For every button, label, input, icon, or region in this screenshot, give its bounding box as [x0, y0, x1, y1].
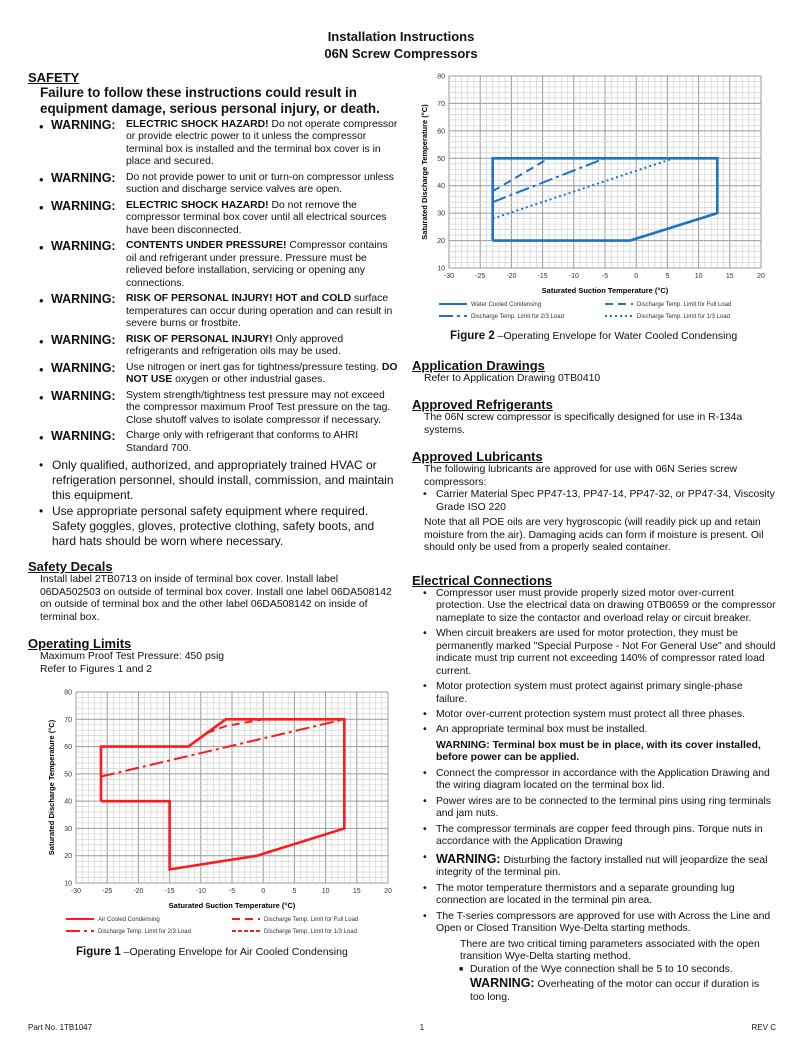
- warning-strong: CONTENTS UNDER PRESSURE!: [126, 240, 287, 252]
- y-tick-label: 70: [64, 716, 72, 724]
- warning-item: [28, 240, 398, 290]
- warning-strong: RISK OF PERSONAL INJURY!: [126, 333, 273, 345]
- y-tick-label: 30: [437, 210, 445, 218]
- legend-label: Discharge Temp. Limit for 2/3 Load: [98, 929, 191, 936]
- warning-item: [28, 172, 398, 197]
- warning-label: • WARNING:: [51, 239, 116, 254]
- warning-strong: RISK OF PERSONAL INJURY! HOT and COLD: [126, 293, 352, 305]
- legend-label: Water Cooled Condensing: [471, 302, 542, 308]
- refrigerants-text: The 06N screw compressor is specifically designed for use in R-134a systems.: [424, 412, 743, 436]
- doc-subtitle: 06N Screw Compressors: [324, 46, 478, 61]
- y-tick-label: 80: [437, 73, 445, 81]
- x-tick-label: -25: [475, 273, 486, 280]
- safety-heading: SAFETY: [28, 70, 80, 85]
- x-tick-label: -30: [70, 888, 82, 896]
- electrical-item: • The compressor terminals are copper feed through pins. Torque nuts in accordance with the Application Drawing: [412, 824, 776, 849]
- warning-item: [28, 334, 398, 359]
- decals-heading: Safety Decals: [28, 559, 113, 575]
- legend-label: Air Cooled Condensing: [98, 917, 160, 924]
- warning-text: Use nitrogen or inert gas for tightness/pressure testing.: [126, 361, 382, 373]
- figure-1-caption-text: –Operating Envelope for Air Cooled Condensing: [120, 946, 348, 959]
- x-tick-label: -5: [228, 888, 236, 896]
- y-tick-label: 50: [64, 771, 72, 779]
- square-bullet-icon: ■: [459, 965, 464, 973]
- lubricants-note: Note that all POE oils are very hygroscopic (will readily pick up and retain moisture from the air). Damaging acids can form if moisture is present. Oil should only be used from a properly sealed container.: [424, 517, 764, 554]
- electrical-item: • Compressor user must provide properly sized motor over-current protection. Use the electrical data on drawing 0TB0659 or the compressor nameplate to size the contactor and overload relay or circuit breaker.: [412, 588, 776, 625]
- drawings-text: Refer to Application Drawing 0TB0410: [424, 372, 601, 384]
- electrical-list: [412, 588, 776, 1005]
- y-tick-label: 10: [64, 880, 72, 888]
- timing-text: There are two critical timing parameters associated with the open transition Wye-Delta starting method.: [460, 938, 760, 963]
- y-tick-label: 10: [437, 265, 445, 273]
- y-tick-label: 60: [64, 744, 72, 752]
- refrigerants-heading: Approved Refrigerants: [412, 397, 553, 413]
- y-tick-label: 40: [64, 798, 72, 806]
- electrical-item: • The T-series compressors are approved for use with Across the Line and Open or Closed Transition Wye-Delta starting methods.: [412, 911, 776, 936]
- warning-text: Do not provide power to unit or turn-on compressor unless suction and discharge service valves are open.: [126, 171, 394, 196]
- x-tick-label: -25: [102, 888, 113, 896]
- safety-warning-head: Failure to follow these instructions could result in equipment damage, serious personal injury, or death.: [40, 85, 380, 116]
- legend-label: Discharge Temp. Limit for 1/3 Load: [637, 314, 730, 320]
- warning-text: Compressor contains oil and refrigerant under pressure. Pressure must be relieved before installation, servicing or opening any connections.: [126, 240, 388, 289]
- warning-text: Disturbing the factory installed nut will jeopardize the seal integrity of the terminal pin.: [436, 854, 768, 879]
- warning-text: Overheating of the motor can occur if duration is too long.: [470, 979, 760, 1003]
- x-tick-label: 5: [292, 888, 297, 896]
- y-tick-label: 40: [437, 183, 445, 191]
- decals-text: Install label 2TB0713 on inside of terminal box cover. Install label 06DA502503 on outside of terminal box cover. Install one label 06DA508142 on outside of terminal box and the other label 06DA508142 on inside of terminal box.: [40, 574, 392, 623]
- figure-1-chart: [40, 686, 398, 944]
- columns: [0, 70, 802, 1004]
- footer-part: Part No. 1TB1047: [28, 1023, 93, 1033]
- warning-list: [28, 119, 398, 455]
- x-tick-label: -20: [506, 273, 517, 280]
- warning-text: Do not remove the compressor terminal box cover until all electrical sources have been disconnected.: [126, 199, 387, 236]
- x-tick-label: 10: [694, 273, 703, 280]
- wye-duration-text: Duration of the Wye connection shall be 5 to 10 seconds.: [470, 963, 733, 975]
- y-tick-label: 70: [437, 100, 445, 108]
- figure-2-caption: [412, 330, 776, 344]
- limits-refer: Refer to Figures 1 and 2: [40, 663, 153, 675]
- footer: [0, 1013, 802, 1037]
- warning-strong: ELECTRIC SHOCK HAZARD!: [126, 119, 269, 130]
- electrical-item: • The motor temperature thermistors and a separate grounding lug connection are located in the terminal pin area.: [412, 883, 776, 908]
- overheat-warning: [412, 976, 776, 1004]
- electrical-item: • Motor protection system must protect against primary single-phase failure.: [412, 681, 776, 706]
- x-axis-label: Saturated Suction Temperature (°C): [168, 901, 296, 911]
- warning-label: • WARNING:: [51, 388, 116, 403]
- safety-bullet: • Use appropriate personal safety equipment where required. Safety goggles, gloves, protective clothing, safety boots, and hard hats should be worn where necessary.: [28, 504, 398, 549]
- warning-item: [28, 119, 398, 169]
- figure-2-label: Figure 2: [450, 330, 495, 342]
- x-tick-label: 0: [634, 273, 639, 280]
- warning-text: Charge only with refrigerant that conforms to AHRI Standard 700.: [126, 430, 359, 454]
- x-tick-label: 15: [352, 888, 361, 896]
- warning-text: Only approved refrigerants and refrigeration oils may be used.: [126, 333, 344, 358]
- y-tick-label: 20: [64, 853, 72, 861]
- warning-text-2: oxygen or other industrial gases.: [172, 374, 326, 386]
- x-tick-label: 5: [665, 273, 670, 280]
- x-tick-label: 20: [384, 888, 392, 896]
- x-tick-label: 0: [261, 888, 266, 896]
- safety-bullets: [28, 458, 398, 549]
- warning-text: Do not operate compressor or provide electric power to it unless the compressor terminal box is installed and the terminal box cover is in place and secured.: [126, 119, 398, 168]
- safety-bullet: • Only qualified, authorized, and appropriately trained HVAC or refrigeration personnel, should install, commission, and maintain this equipment.: [28, 458, 398, 503]
- left-column: [28, 70, 398, 1004]
- footer-page: 1: [419, 1023, 425, 1033]
- electrical-item: • Connect the compressor in accordance with the Application Drawing and the wiring diagram located on the terminal box lid.: [412, 768, 776, 793]
- warning-label: • WARNING:: [51, 198, 116, 213]
- electrical-item: • When circuit breakers are used for motor protection, they must be permanently marked "Special Purpose - Not For General Use" and should indicate must trip current not exceeding 140% of compressor rated load current.: [412, 628, 776, 678]
- figure-1-label: Figure 1: [76, 946, 121, 959]
- limits-pressure: Maximum Proof Test Pressure: 450 psig: [40, 651, 225, 663]
- warning-text: System strength/tightness test pressure may not exceed the compressor maximum Proof Test pressure on the tag. Close shutoff valves to isolate compressor if necessary.: [126, 389, 391, 426]
- warning-label: • WARNING:: [51, 360, 116, 375]
- footer-rev: REV C: [751, 1023, 776, 1033]
- x-tick-label: 10: [321, 888, 330, 896]
- lubricant-item: • Carrier Material Spec PP47-13, PP47-14, PP47-32, or PP47-34, Viscosity Grade ISO 220: [412, 489, 776, 514]
- warning-item: [28, 390, 398, 427]
- warning-label: WARNING:: [470, 976, 535, 991]
- right-column: [412, 70, 776, 1004]
- warning-label: • WARNING:: [51, 429, 116, 444]
- legend-label: Discharge Temp. Limit for Full Load: [637, 302, 732, 308]
- y-axis-label: Saturated Discharge Temperature (°C): [47, 719, 56, 856]
- x-tick-label: -10: [568, 273, 579, 280]
- electrical-item: • Power wires are to be connected to the terminal pins using ring terminals and jam nuts.: [412, 796, 776, 821]
- limits-heading: Operating Limits: [28, 636, 132, 652]
- warning-label: • WARNING:: [51, 170, 116, 185]
- electrical-item: • Motor over-current protection system must protect all three phases.: [412, 709, 776, 721]
- x-tick-label: 20: [757, 273, 765, 280]
- figure-2-chart: [412, 70, 776, 328]
- y-tick-label: 80: [64, 689, 72, 697]
- figure-2-caption-text: –Operating Envelope for Water Cooled Condensing: [494, 330, 738, 342]
- series-line-dot: [493, 158, 674, 218]
- warning-item: [28, 200, 398, 237]
- warning-item: [28, 430, 398, 455]
- x-tick-label: -30: [443, 273, 455, 280]
- series-line-solid: [101, 719, 344, 869]
- x-tick-label: -5: [601, 273, 609, 280]
- x-tick-label: -15: [164, 888, 175, 896]
- warning-label: • WARNING:: [51, 292, 116, 307]
- legend-label: Discharge Temp. Limit for 1/3 Load: [264, 929, 357, 936]
- x-tick-label: -20: [133, 888, 144, 896]
- warning-label: • WARNING:: [51, 332, 116, 347]
- warning-text: surface temperatures can occur during operation and can result in severe burns or frostbite.: [126, 293, 393, 330]
- warning-label: WARNING:: [436, 851, 501, 866]
- lubricants-heading: Approved Lubricants: [412, 449, 543, 465]
- y-tick-label: 20: [437, 238, 445, 246]
- electrical-item: • An appropriate terminal box must be installed.: [412, 724, 776, 736]
- x-tick-label: -15: [537, 273, 548, 280]
- warning-strong: ELECTRIC SHOCK HAZARD!: [126, 199, 269, 211]
- warning-strong-2: DO NOT USE: [126, 361, 398, 386]
- warning-item: [28, 293, 398, 330]
- y-tick-label: 60: [437, 128, 445, 136]
- warning-label: • WARNING:: [51, 118, 116, 132]
- figure-1-caption: [28, 946, 398, 960]
- doc-title: Installation Instructions: [327, 29, 475, 44]
- drawings-heading: Application Drawings: [412, 357, 545, 373]
- electrical-heading: Electrical Connections: [412, 572, 553, 588]
- lubricants-intro: The following lubricants are approved for use with 06N Series screw compressors:: [424, 464, 738, 488]
- electrical-warning: [412, 852, 776, 880]
- y-tick-label: 50: [437, 155, 445, 163]
- y-tick-label: 30: [64, 825, 72, 833]
- x-axis-label: Saturated Suction Temperature (°C): [541, 286, 669, 295]
- x-tick-label: -10: [195, 888, 206, 896]
- legend-label: Discharge Temp. Limit for Full Load: [264, 917, 359, 924]
- x-tick-label: 15: [725, 273, 734, 280]
- wye-duration: [412, 964, 776, 976]
- y-axis-label: Saturated Discharge Temperature (°C): [420, 104, 429, 240]
- warning-item: [28, 362, 398, 387]
- terminal-box-warning: WARNING: Terminal box must be in place, with its cover installed, before power can be applied.: [436, 739, 761, 764]
- legend-label: Discharge Temp. Limit for 2/3 Load: [471, 314, 564, 320]
